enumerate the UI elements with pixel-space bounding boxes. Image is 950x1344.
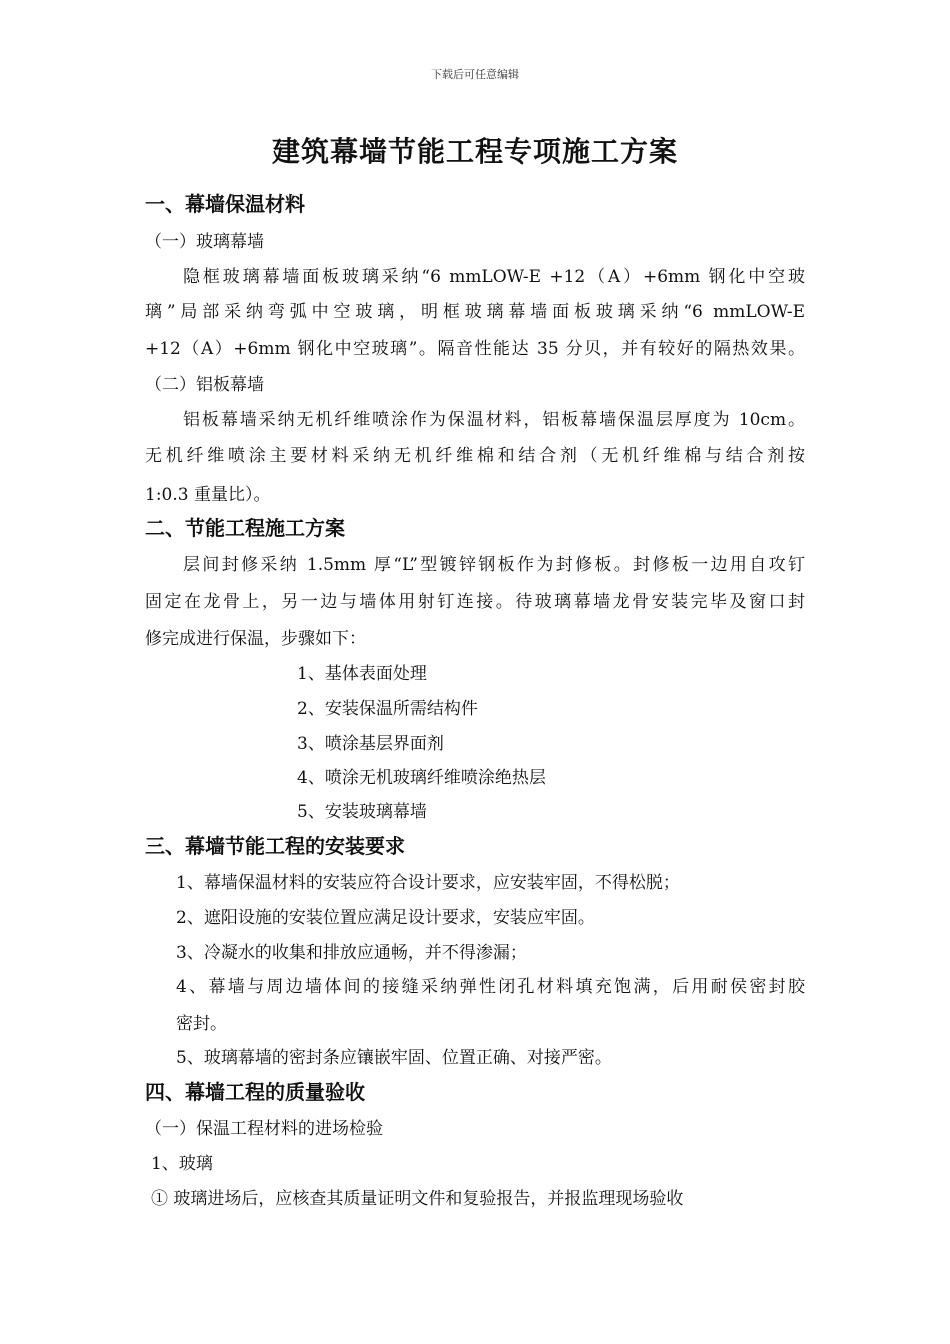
- list-item-glass: 1、玻璃: [151, 1154, 213, 1174]
- paragraph-line: 璃”局部采纳弯弧中空玻璃，明框玻璃幕墙面板玻璃采纳“6 mmLOW-E: [145, 302, 805, 322]
- subheading-material-inspection: （一）保温工程材料的进场检验: [145, 1119, 383, 1139]
- list-item-glass-inspection: ① 玻璃进场后，应核查其质量证明文件和复验报告，并报监理现场验收: [151, 1189, 684, 1209]
- paragraph-line: 层间封修采纳 1.5mm 厚“L”型镀锌钢板作为封修板。封修板一边用自攻钉: [183, 555, 805, 575]
- section-2-heading: 二、节能工程施工方案: [145, 516, 345, 540]
- step-item: 3、喷涂基层界面剂: [297, 734, 444, 754]
- paragraph-line: 1:0.3 重量比）。: [145, 485, 271, 505]
- step-item: 2、安装保温所需结构件: [297, 699, 478, 719]
- step-item: 4、喷涂无机玻璃纤维喷涂绝热层: [297, 768, 546, 788]
- step-item: 5、安装玻璃幕墙: [297, 802, 427, 822]
- paragraph-line: +12（A）+6mm 钢化中空玻璃”。隔音性能达 35 分贝，并有较好的隔热效果。: [145, 339, 805, 359]
- paragraph-line: 铝板幕墙采纳无机纤维喷涂作为保温材料，铝板幕墙保温层厚度为 10cm。: [183, 410, 805, 430]
- subheading-aluminum-curtain-wall: （二）铝板幕墙: [145, 375, 264, 395]
- section-1-heading: 一、幕墙保温材料: [145, 192, 305, 216]
- subheading-glass-curtain-wall: （一）玻璃幕墙: [145, 232, 264, 252]
- paragraph-line: 修完成进行保温，步骤如下：: [145, 629, 366, 649]
- requirement-item: 1、幕墙保温材料的安装应符合设计要求，应安装牢固，不得松脱；: [176, 873, 680, 893]
- requirement-item: 4、幕墙与周边墙体间的接缝采纳弹性闭孔材料填充饱满，后用耐侯密封胶: [176, 977, 805, 997]
- section-4-heading: 四、幕墙工程的质量验收: [145, 1080, 365, 1104]
- requirement-item: 2、遮阳设施的安装位置应满足设计要求，安装应牢固。: [176, 908, 595, 928]
- paragraph-line: 固定在龙骨上，另一边与墙体用射钉连接。待玻璃幕墙龙骨安装完毕及窗口封: [145, 592, 805, 612]
- requirement-item-continued: 密封。: [176, 1014, 227, 1034]
- requirement-item: 3、冷凝水的收集和排放应通畅，并不得渗漏；: [176, 943, 527, 963]
- document-title: 建筑幕墙节能工程专项施工方案: [271, 135, 678, 168]
- header-note: 下载后可任意编辑: [431, 68, 519, 81]
- paragraph-line: 无机纤维喷涂主要材料采纳无机纤维棉和结合剂（无机纤维棉与结合剂按: [145, 446, 805, 466]
- requirement-item: 5、玻璃幕墙的密封条应镶嵌牢固、位置正确、对接严密。: [176, 1048, 612, 1068]
- paragraph-line: 隐框玻璃幕墙面板玻璃采纳“6 mmLOW-E +12（A）+6mm 钢化中空玻: [183, 267, 805, 287]
- step-item: 1、基体表面处理: [297, 664, 427, 684]
- section-3-heading: 三、幕墙节能工程的安装要求: [145, 834, 405, 858]
